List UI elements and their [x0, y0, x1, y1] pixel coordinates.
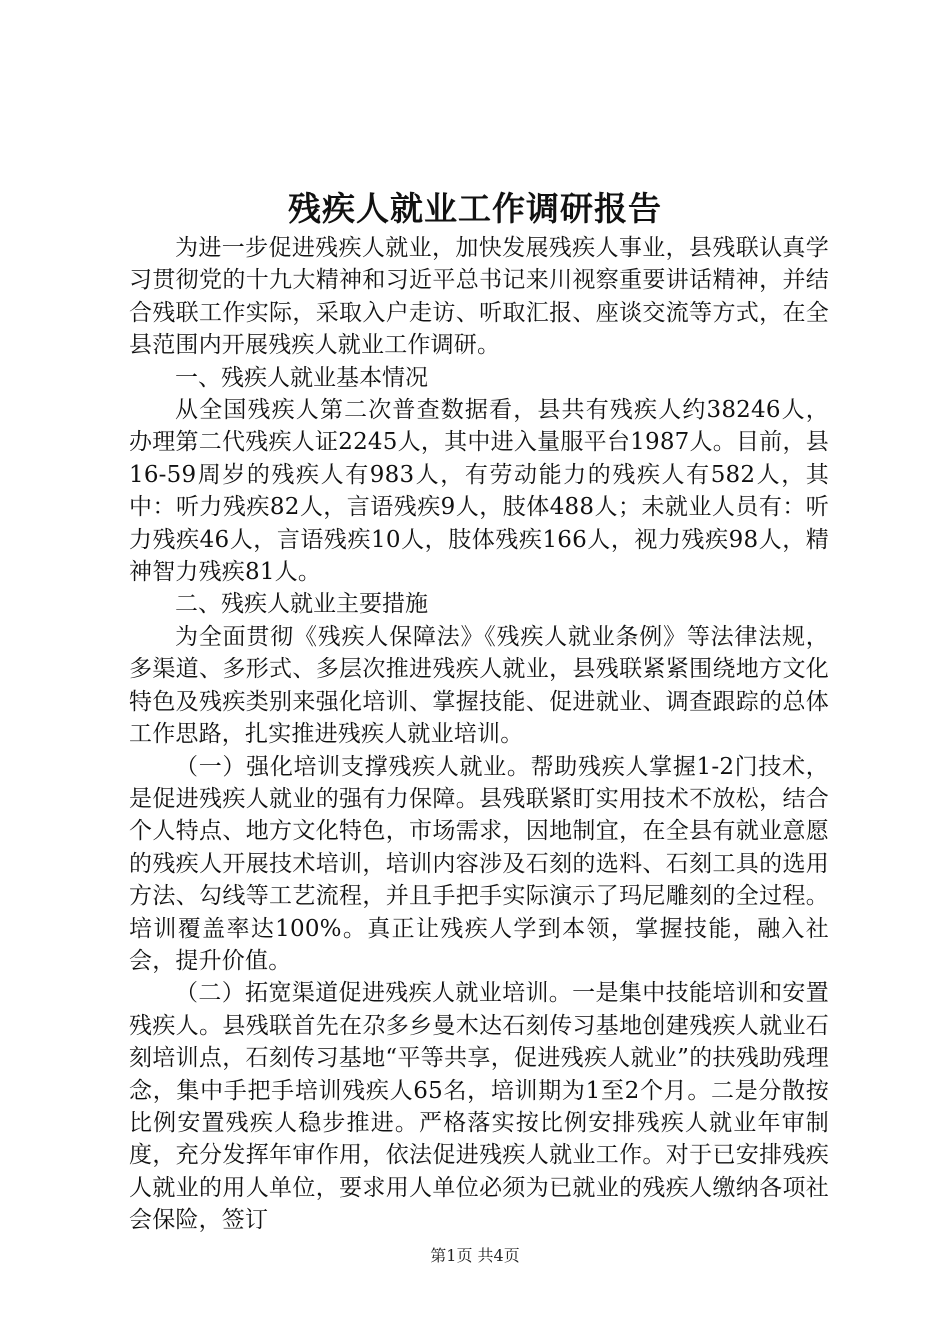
section-heading-2: 二、残疾人就业主要措施 — [175, 591, 428, 618]
document-title: 残疾人就业工作调研报告 — [288, 189, 662, 228]
document-body — [129, 232, 829, 1237]
measures-paragraph: 为全面贯彻《残疾人保障法》《残疾人就业条例》等法律法规，多渠道、多形式、多层次推进残疾人就业，县残联紧紧围绕地方文化特色及残疾类别来强化培训、掌握技能、促进就业、调查跟踪的总体工作思路，扎实推进残疾人就业培训。 — [129, 623, 829, 748]
intro-paragraph: 为进一步促进残疾人就业，加快发展残疾人事业，县残联认真学习贯彻党的十九大精神和习近平总书记来川视察重要讲话精神，并结合残联工作实际，采取入户走访、听取汇报、座谈交流等方式，在全县范围内开展残疾人就业工作调研。 — [129, 235, 829, 359]
section-heading-1: 一、残疾人就业基本情况 — [175, 364, 428, 391]
training-paragraph: （一）强化培训支撑残疾人就业。帮助残疾人掌握1-2门技术，是促进残疾人就业的强有力保障。县残联紧盯实用技术不放松，结合个人特点、地方文化特色，市场需求，因地制宜，在全县有就业意愿的残疾人开展技术培训，培训内容涉及石刻的选料、石刻工具的选用方法、勾线等工艺流程，并且手把手实际演示了玛尼雕刻的全过程。培训覆盖率达100%。真正让残疾人学到本领，掌握技能，融入社会，提升价值。 — [129, 753, 829, 974]
page-footer: 第1页 共4页 — [430, 1246, 520, 1265]
channels-paragraph: （二）拓宽渠道促进残疾人就业培训。一是集中技能培训和安置残疾人。县残联首先在尕多乡曼木达石刻传习基地创建残疾人就业石刻培训点，石刻传习基地“平等共享，促进残疾人就业”的扶残助残理念，集中手把手培训残疾人65名，培训期为1至2个月。二是分散按比例安置残疾人稳步推进。严格落实按比例安排残疾人就业年审制度，充分发挥年审作用，依法促进残疾人就业工作。对于已安排残疾人就业的用人单位，要求用人单位必须为已就业的残疾人缴纳各项社会保险，签订 — [129, 980, 829, 1234]
statistics-paragraph: 从全国残疾人第二次普查数据看，县共有残疾人约38246人，办理第二代残疾人证2245人，其中进入量服平台1987人。目前，县16-59周岁的残疾人有983人，有劳动能力的残疾人有582人，其中：听力残疾82人，言语残疾9人，肢体488人；未就业人员有：听力残疾46人，言语残疾10人，肢体残疾166人，视力残疾98人，精神智力残疾81人。 — [129, 397, 829, 586]
